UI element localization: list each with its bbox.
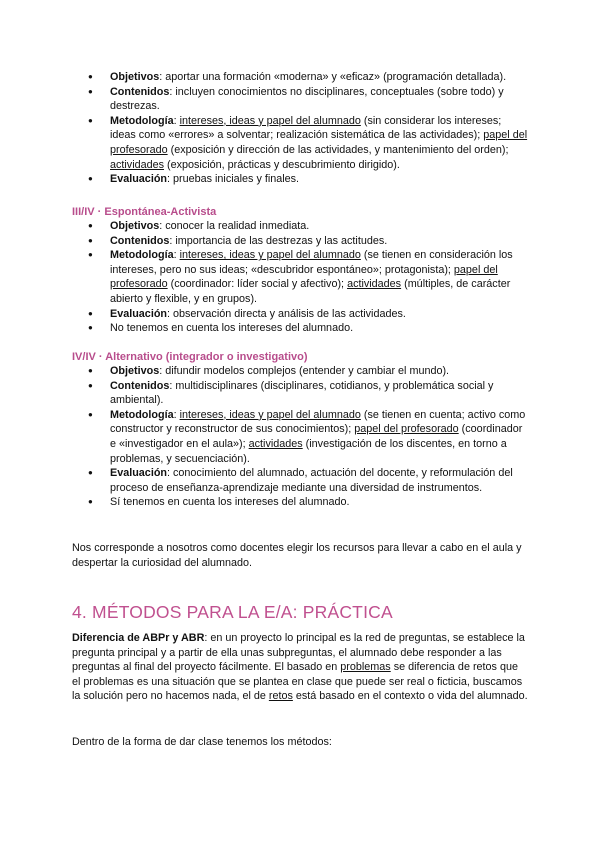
list-item-label: Objetivos [110,71,160,83]
methodology-list-traditional [0,70,600,187]
list-item-label: Evaluación [110,307,168,320]
list-item [0,307,600,322]
list-item [0,234,600,249]
text-run: (múltiples, de carácter abierto y flexible, y en grupos). [110,278,511,305]
list-item [0,364,600,379]
text-run: : conocimiento del alumnado, actuación del docente, y reformulación del proceso de enseñanza-aprendizaje mediante una diversidad de instrumentos. [110,467,513,494]
text-run: : [173,114,180,127]
underlined-term: retos [268,690,293,703]
section-heading-espontanea: III/IV · Espontánea-Activista [72,206,217,218]
underlined-term: papel del profesorado [110,129,528,156]
text-run: (investigación de los discentes, en torno a problemas, y secuenciación). [110,437,507,465]
underlined-term: papel del profesorado [354,423,459,436]
list-item [0,248,600,306]
text-run: (coordinador: líder social y afectivo); [167,278,348,291]
text-run: : multidisciplinares (disciplinares, cotidianos, y problemática social y ambiental). [110,379,494,407]
underlined-term: actividades [248,437,303,450]
text-run: : conocer la realidad inmediata. [159,220,310,232]
list-item [0,408,600,466]
text-run: (sin considerar los intereses; ideas como «errores» a solventar; realización sistemática de las actividades); [110,114,502,142]
underlined-term: intereses, ideas y papel del alumnado [179,408,361,421]
list-item-label: Metodología [110,114,174,127]
closing-paragraph: Nos corresponde a nosotros como docentes elegir los recursos para llevar a cabo en el aula y despertar la curiosidad del alumnado. [72,542,522,569]
text-run: : observación directa y análisis de las actividades. [167,307,406,320]
bold-term: Diferencia de ABPr y ABR [72,632,205,644]
list-item [0,466,600,495]
list-item-label: Evaluación [110,467,168,480]
list-item-label: Evaluación [110,173,168,186]
text-run: : [173,408,180,421]
list-item-label: Metodología [110,249,174,262]
text-run: (se tienen en consideración los intereses, pero no sus ideas; «descubridor espontáneo»; protagonista); [110,249,513,276]
underlined-term: problemas [340,661,391,674]
text-run: Sí tenemos en cuenta los intereses del alumnado. [110,496,350,509]
underlined-term: papel del profesorado [110,263,498,291]
list-item-label: Contenidos [110,379,170,392]
list-item-label: Contenidos [110,85,170,98]
list-item [0,85,600,114]
list-item-label: Contenidos [110,234,170,247]
text-run: (exposición y dirección de las actividades, y mantenimiento del orden); [167,143,509,156]
text-run: : pruebas iniciales y finales. [167,173,300,186]
list-item-label: Objetivos [110,220,160,232]
list-item-label: Objetivos [110,365,160,377]
text-run: (coordinador e «investigador en el aula»); [110,423,523,450]
methodology-list-espontanea [0,219,600,336]
text-run: No tenemos en cuenta los intereses del alumnado. [110,322,354,335]
text-run: : [173,249,180,262]
list-item [0,495,600,510]
text-run: : importancia de las destrezas y las actitudes. [169,234,388,247]
text-run: : incluyen conocimientos no disciplinares, conceptuales (sobre todo) y destrezas. [110,85,504,113]
list-item [0,114,600,172]
text-run: (exposición, prácticas y descubrimiento dirigido). [164,158,400,171]
underlined-term: actividades [347,278,402,291]
text-run: está basado en el contexto o vida del alumnado. [292,690,528,703]
text-run: se diferencia de retos que el problemas es una situación que se plantea en clase que puede ser real o ficticia, buscamos la solución pero no hacemos nada, el de [72,661,523,703]
section-title: 4. MÉTODOS PARA LA E/A: PRÁCTICA [72,602,393,622]
list-item [0,70,600,85]
text-run: (se tienen en cuenta; activo como constructor y reconstructor de sus conocimientos); [110,408,526,436]
list-item [0,321,600,336]
text-run: : aportar una formación «moderna» y «eficaz» (programación detallada). [159,71,507,83]
list-item [0,379,600,408]
underlined-term: actividades [110,158,165,171]
methods-intro-paragraph: Dentro de la forma de dar clase tenemos los métodos: [72,736,332,748]
list-item-label: Metodología [110,408,174,421]
underlined-term: intereses, ideas y papel del alumnado [179,249,361,262]
diff-paragraph [72,631,528,704]
list-item [0,172,600,187]
section-heading-alternativo: IV/IV · Alternativo (integrador o investigativo) [72,351,308,363]
text-run: : difundir modelos complejos (entender y cambiar el mundo). [159,365,450,377]
list-item [0,219,600,234]
methodology-list-alternativo [0,364,600,510]
text-run: : en un proyecto lo principal es la red de preguntas, se establece la pregunta principal y a partir de ella unas subpreguntas, el alumnado debe responder a las preguntas al final del proyecto fácilmente. El basado en [72,632,525,674]
underlined-term: intereses, ideas y papel del alumnado [179,114,361,127]
